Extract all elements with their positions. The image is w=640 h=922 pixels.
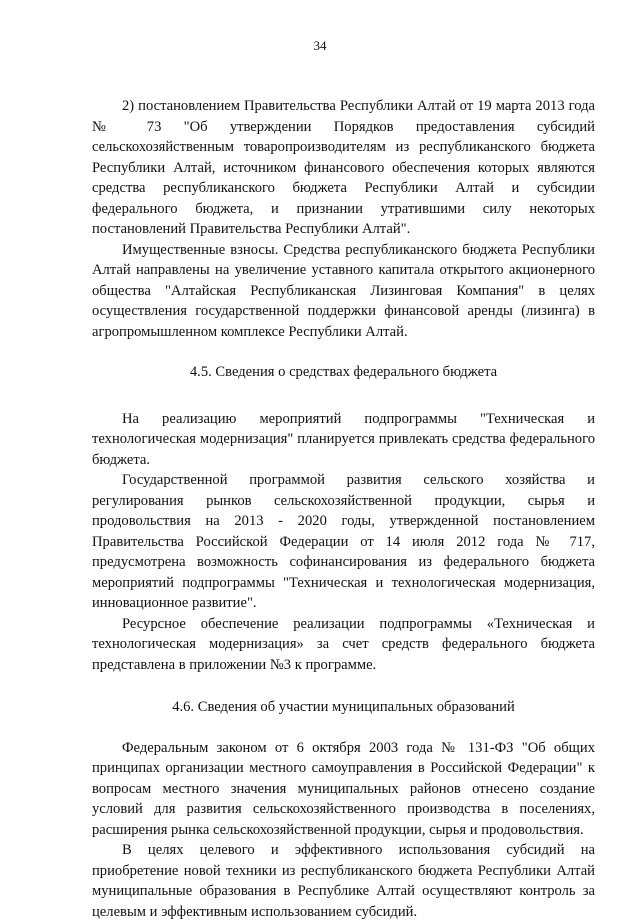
section-heading-4-6: 4.6. Сведения об участии муниципальных образований [172, 699, 515, 715]
paragraph-federal-funding-2: Государственной программой развития сельского хозяйства и регулирования рынков сельскохозяйственной продукции, сырья и продовольствия на 2013 - 2020 годы, утвержденной постановлением Правительства Российской Федерации от 14 июля 2012 года № 717, предусмотрена возможность софинансирования из федерального бюджета мероприятий подпрограммы "Техническая и технологическая модернизация, инновационное развитие". [92, 472, 595, 611]
page-number: 34 [313, 38, 327, 53]
paragraph-municipal-2: В целях целевого и эффективного использования субсидий на приобретение новой техники из республиканского бюджета Республики Алтай муниципальные образования в Республике Алтай осуществляют контроль за целевым и эффективным использованием субсидий. [92, 842, 595, 920]
paragraph-property-contributions: Имущественные взносы. Средства республиканского бюджета Республики Алтай направлены на увеличение уставного капитала открытого акционерного общества "Алтайская Республиканская Лизинговая Компания" в целях осуществления государственной поддержки финансовой аренды (лизинга) в агропромышленном комплексе Республики Алтай. [92, 241, 595, 340]
paragraph-resolution-item-2: 2) постановлением Правительства Республики Алтай от 19 марта 2013 года № 73 "Об утверждении Порядков предоставления субсидий сельскохозяйственным товаропроизводителям из республиканского бюджета Республики Алтай, источником финансового обеспечения которых являются средства республиканского бюджета Республики Алтай и субсидии федерального бюджета, и признании утратившими силу некоторых постановлений Правительства Республики Алтай". [92, 98, 595, 237]
paragraph-federal-funding-3: Ресурсное обеспечение реализации подпрограммы «Техническая и технологическая модернизация» за счет средств федерального бюджета представлена в приложении №3 к программе. [92, 615, 595, 673]
section-heading-4-5: 4.5. Сведения о средствах федерального бюджета [189, 364, 498, 380]
paragraph-municipal-1: Федеральным законом от 6 октября 2003 года № 131-ФЗ "Об общих принципах организации местного самоуправления в Российской Федерации" к вопросам местного значения муниципальных районов отнесено создание условий для развития сельскохозяйственного производства в поселениях, расширения рынка сельскохозяйственной продукции, сырья и продовольствия. [92, 739, 595, 838]
paragraph-federal-funding-1: На реализацию мероприятий подпрограммы "Техническая и технологическая модернизация" планируется привлекать средства федерального бюджета. [92, 410, 595, 468]
document-body [92, 96, 595, 922]
